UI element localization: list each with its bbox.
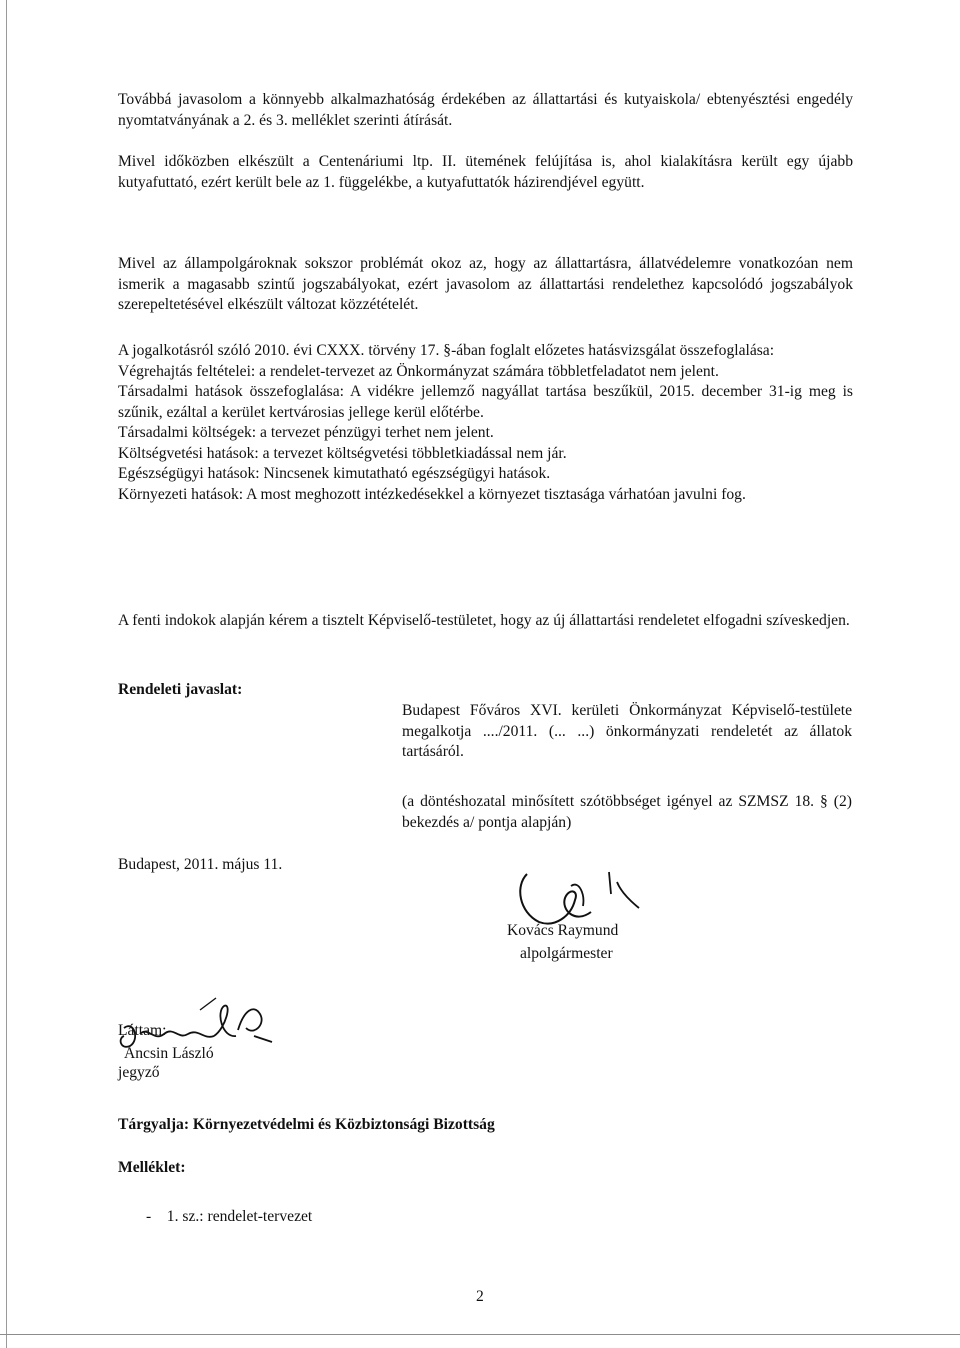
proposal-text	[402, 701, 852, 763]
proposal-majority-note: (a döntéshozatal minősített szótöbbséget igényel az SZMSZ 18. § (2) bekezdés a/ pontja alapján)	[402, 793, 852, 831]
paragraph-form-rewrite	[118, 90, 853, 131]
list-dash: -	[146, 1208, 152, 1225]
paragraph-text: Továbbá javasolom a könnyebb alkalmazhatóság érdekében az állattartási és kutyaiskola/ ebtenyésztési engedély nyomtatványának a 2. és 3. melléklet szerinti átírását.	[118, 91, 853, 129]
paragraph-request	[118, 611, 853, 632]
impact-social-costs: Társadalmi költségek: a tervezet pénzügyi terhet nem jelent.	[118, 424, 494, 441]
page-edge-line	[6, 0, 7, 1348]
paragraph-legislation-info	[118, 254, 853, 316]
notary-name: Ancsin László	[124, 1045, 214, 1062]
proposal-body: Budapest Főváros XVI. kerületi Önkormányzat Képviselő-testülete megalkotja ..../2011. (... ...) önkormányzati rendeletét az állatok tartásáról.	[402, 702, 852, 760]
impact-social: Társadalmi hatások összefoglalása: A vidékre jellemző nagyállat tartása beszűkül, 2015. december 31-ig meg is szűnik, ezáltal a kerület kertvárosias jellege kerül előtérbe.	[118, 383, 853, 421]
paragraph-dog-run	[118, 152, 853, 193]
attachment-list-item: - 1. sz.: rendelet-tervezet	[146, 1208, 313, 1225]
mayor-name: Kovács Raymund	[507, 922, 619, 939]
paragraph-text: Mivel az állampolgároknak sokszor problémát okoz az, hogy az állattartásra, állatvédelemre vonatkozóan nem ismerik a magasabb szintű jogszabályokat, ezért javasolom az állattartási rendelethez kapcsolódó jogszabályok szerepeltetésével elkészült változat közzétételét.	[118, 255, 853, 313]
proposal-note	[402, 792, 852, 833]
notary-title: jegyző	[118, 1064, 160, 1081]
impact-environment: Környezeti hatások: A most meghozott intézkedésekkel a környezet tisztasága várhatóan javulni fog.	[118, 485, 746, 503]
page-bottom-line	[0, 1334, 960, 1335]
mayor-title: alpolgármester	[520, 945, 613, 962]
paragraph-text: Mivel időközben elkészült a Centenáriumi ltp. II. ütemének felújítása is, ahol kialakításra került egy újabb kutyafuttató, ezért került bele az 1. függelékbe, a kutyafuttatók házirendjével együtt.	[118, 153, 853, 191]
page-number: 2	[476, 1288, 484, 1305]
discussed-by: Tárgyalja: Környezetvédelmi és Közbiztonsági Bizottság	[118, 1116, 495, 1133]
attachment-heading: Melléklet:	[118, 1159, 186, 1176]
seen-label: Láttam:	[118, 1022, 167, 1039]
date-place: Budapest, 2011. május 11.	[118, 856, 283, 873]
impact-intro: A jogalkotásról szóló 2010. évi CXXX. törvény 17. §-ában foglalt előzetes hatásvizsgálat összefoglalása:	[118, 342, 775, 359]
proposal-heading: Rendeleti javaslat:	[118, 681, 243, 698]
impact-assessment	[118, 341, 853, 505]
impact-budget: Költségvetési hatások: a tervezet költségvetési többletkiadással nem jár.	[118, 444, 567, 462]
impact-health: Egészségügyi hatások: Nincsenek kimutatható egészségügyi hatások.	[118, 465, 551, 482]
impact-execution: Végrehajtás feltételei: a rendelet-tervezet az Önkormányzat számára többletfeladatot nem jelent.	[118, 362, 719, 380]
paragraph-text: A fenti indokok alapján kérem a tisztelt Képviselő-testületet, hogy az új állattartási rendeletet elfogadni szíveskedjen.	[118, 612, 850, 629]
